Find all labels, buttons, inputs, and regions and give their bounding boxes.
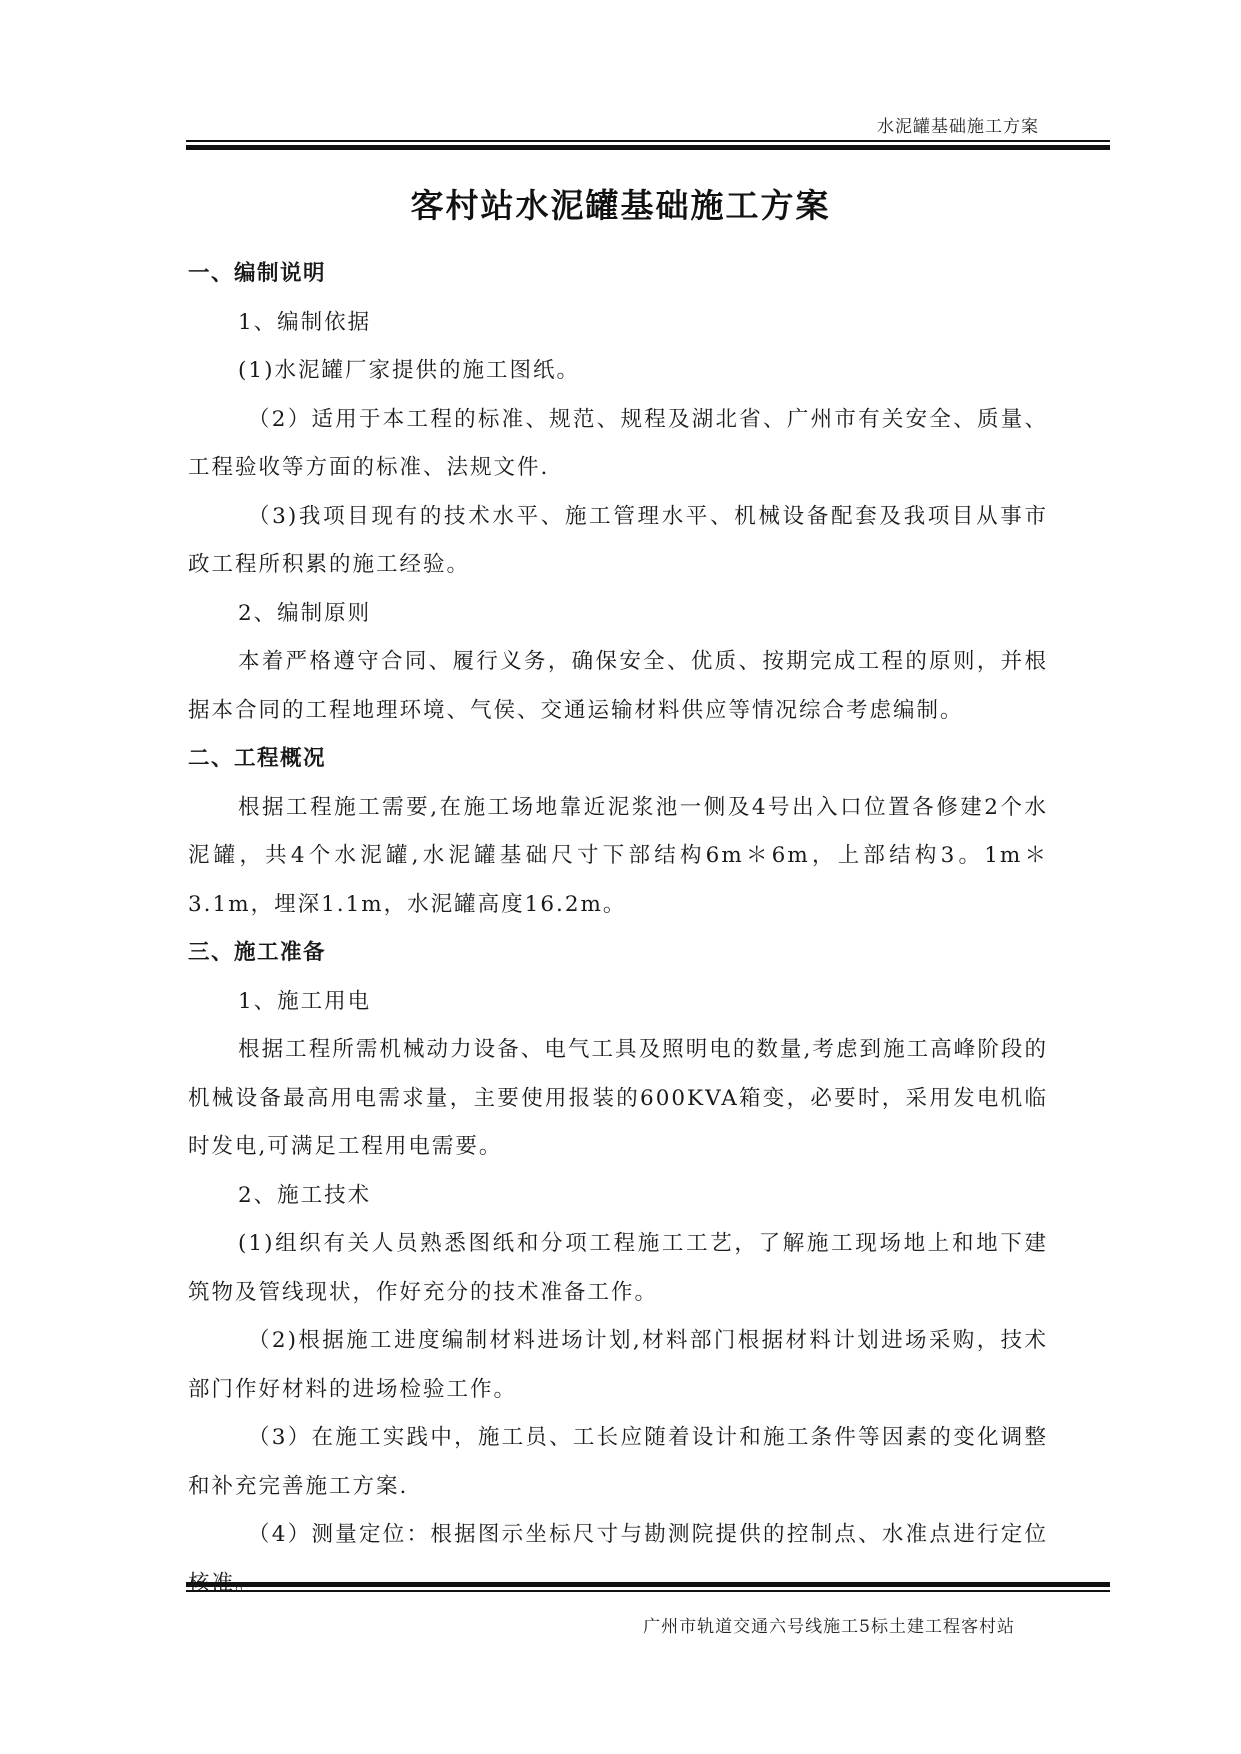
footer-rule-top — [186, 1582, 1110, 1587]
header-rule-bottom — [186, 145, 1110, 150]
body-paragraph: 根据工程所需机械动力设备、电气工具及照明电的数量,考虑到施工高峰阶段的机械设备最高用电需求量，主要使用报装的600KVA箱变，必要时，采用发电机临时发电,可满足工程用电需要。 — [188, 1037, 1048, 1159]
document-body — [188, 250, 1048, 1608]
body-paragraph: (1)水泥罐厂家提供的施工图纸。 — [238, 358, 580, 383]
section-heading-1: 一、编制说明 — [188, 261, 327, 286]
document-title: 客村站水泥罐基础施工方案 — [410, 186, 831, 225]
header-rule-top — [186, 140, 1110, 142]
body-paragraph: （2）适用于本工程的标准、规范、规程及湖北省、广州市有关安全、质量、工程验收等方面的标准、法规文件. — [188, 406, 1048, 480]
body-paragraph: （2)根据施工进度编制材料进场计划,材料部门根据材料计划进场采购，技术部门作好材料的进场检验工作。 — [188, 1328, 1048, 1402]
footer-rule-bottom — [186, 1590, 1110, 1592]
body-paragraph: （4）测量定位：根据图示坐标尺寸与勘测院提供的控制点、水准点进行定位 — [248, 1522, 1048, 1547]
body-paragraph: （3）在施工实践中，施工员、工长应随着设计和施工条件等因素的变化调整和补充完善施工方案. — [188, 1425, 1048, 1499]
subsection-heading: 2、施工技术 — [238, 1182, 372, 1208]
body-paragraph: 根据工程施工需要,在施工场地靠近泥浆池一侧及4号出入口位置各修建2个水泥罐，共4个水泥罐,水泥罐基础尺寸下部结构6m＊6m，上部结构3。1m＊3.1m，埋深1.1m，水泥罐高度16.2m。 — [188, 794, 1048, 917]
body-paragraph: （3)我项目现有的技术水平、施工管理水平、机械设备配套及我项目从事市政工程所积累的施工经验。 — [188, 503, 1048, 577]
subsection-heading: 1、施工用电 — [238, 988, 372, 1014]
body-paragraph: 本着严格遵守合同、履行义务，确保安全、优质、按期完成工程的原则，并根据本合同的工程地理环境、气侯、交通运输材料供应等情况综合考虑编制。 — [188, 649, 1048, 723]
section-heading-2: 二、工程概况 — [188, 746, 327, 771]
subsection-heading: 1、编制依据 — [238, 309, 372, 335]
running-header: 水泥罐基础施工方案 — [877, 117, 1039, 137]
subsection-heading: 2、编制原则 — [238, 600, 372, 626]
section-heading-3: 三、施工准备 — [188, 940, 327, 965]
running-footer: 广州市轨道交通六号线施工5标土建工程客村站 — [643, 1617, 1015, 1637]
body-paragraph: (1)组织有关人员熟悉图纸和分项工程施工工艺，了解施工现场地上和地下建筑物及管线现状，作好充分的技术准备工作。 — [188, 1231, 1048, 1305]
